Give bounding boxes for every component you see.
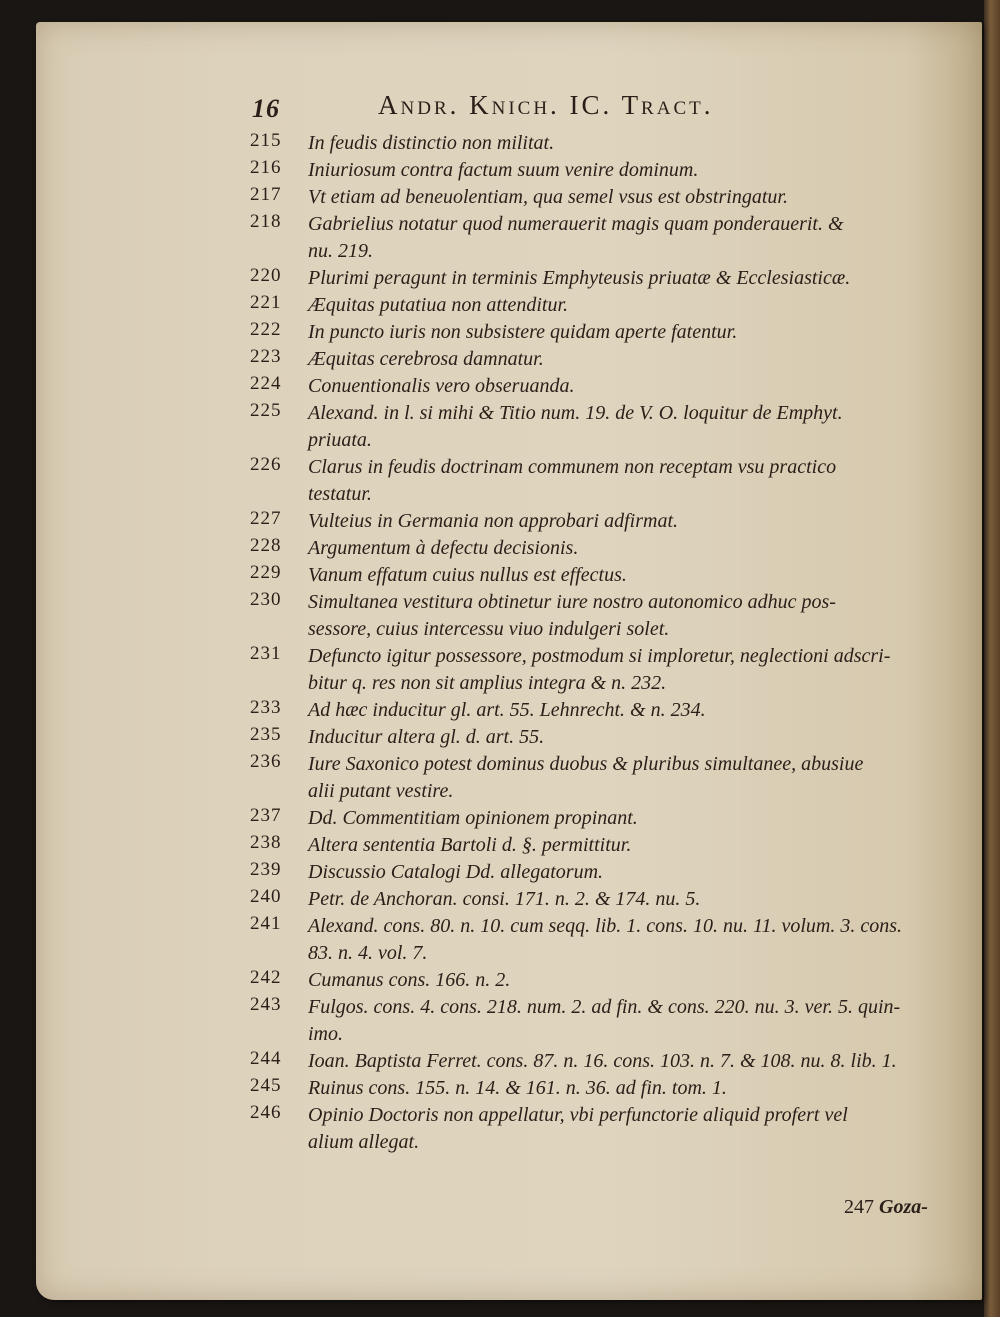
entry-text: Argumentum à defectu decisionis.	[308, 537, 579, 559]
entry-text: Altera sententia Bartoli d. §. permittitur.	[308, 834, 632, 856]
entry-text: Alexand. in l. si mihi & Titio num. 19. de V. O. loquitur de Emphyt.	[308, 402, 843, 424]
entry-number: 230	[250, 589, 282, 610]
index-entry	[250, 184, 950, 211]
entry-text: Dd. Commentitiam opinionem propinant.	[308, 807, 638, 829]
entry-text: Vulteius in Germania non approbari adfirmat.	[308, 510, 678, 532]
entry-text: Iniuriosum contra factum suum venire dominum.	[308, 159, 699, 181]
entry-text: Iure Saxonico potest dominus duobus & pluribus simultanee, abusiue	[308, 753, 864, 775]
entry-text-continuation: sessore, cuius intercessu viuo indulgeri solet.	[308, 618, 670, 640]
index-entry	[250, 454, 950, 508]
entry-text-continuation: testatur.	[308, 483, 372, 505]
entry-text-continuation: 83. n. 4. vol. 7.	[308, 942, 428, 964]
entry-number: 226	[250, 454, 282, 475]
page-header	[252, 90, 952, 130]
entry-text: Conuentionalis vero obseruanda.	[308, 375, 575, 397]
entry-number: 215	[250, 130, 282, 151]
page-number: 16	[252, 94, 280, 123]
index-entry	[250, 1075, 950, 1102]
entry-number: 227	[250, 508, 282, 529]
entry-number: 237	[250, 805, 282, 826]
entry-text: Opinio Doctoris non appellatur, vbi perfunctorie aliquid profert vel	[308, 1104, 848, 1126]
entry-text: Clarus in feudis doctrinam communem non receptam vsu practico	[308, 456, 837, 478]
entry-text: Æquitas putatiua non attenditur.	[308, 294, 569, 316]
entry-text: Plurimi peragunt in terminis Emphyteusis priuatæ & Ecclesiasticæ.	[308, 267, 851, 289]
entry-text: Ruinus cons. 155. n. 14. & 161. n. 36. ad fin. tom. 1.	[308, 1077, 727, 1099]
index-entry	[250, 886, 950, 913]
entry-number: 217	[250, 184, 282, 205]
entry-text: Æquitas cerebrosa damnatur.	[308, 348, 544, 370]
index-entry	[250, 400, 950, 454]
entry-text: Vanum effatum cuius nullus est effectus.	[308, 564, 627, 586]
entry-text: Ioan. Baptista Ferret. cons. 87. n. 16. cons. 103. n. 7. & 108. nu. 8. lib. 1.	[308, 1050, 897, 1072]
index-entry	[250, 1048, 950, 1075]
entry-number: 225	[250, 400, 282, 421]
index-entry	[250, 697, 950, 724]
entry-text-continuation: alii putant vestire.	[308, 780, 454, 802]
index-entry	[250, 751, 950, 805]
entry-number: 229	[250, 562, 282, 583]
catchword-text: Goza-	[879, 1196, 928, 1218]
entry-text: Simultanea vestitura obtinetur iure nostro autonomico adhuc pos-	[308, 591, 836, 613]
entry-number: 216	[250, 157, 282, 178]
index-entry	[250, 805, 950, 832]
index-entry	[250, 265, 950, 292]
entry-text: Vt etiam ad beneuolentiam, qua semel vsus est obstringatur.	[308, 186, 788, 208]
entry-number: 236	[250, 751, 282, 772]
catchword	[844, 1196, 928, 1219]
entry-number: 246	[250, 1102, 282, 1123]
entry-text: Discussio Catalogi Dd. allegatorum.	[308, 861, 604, 883]
index-entry	[250, 373, 950, 400]
index-entry	[250, 1102, 950, 1156]
entry-text: Fulgos. cons. 4. cons. 218. num. 2. ad fin. & cons. 220. nu. 3. ver. 5. quin-	[308, 996, 901, 1018]
entry-number: 231	[250, 643, 282, 664]
index-entry	[250, 319, 950, 346]
entry-number: 224	[250, 373, 282, 394]
entry-number: 218	[250, 211, 282, 232]
entry-number: 239	[250, 859, 282, 880]
entry-text: Defuncto igitur possessore, postmodum si imploretur, neglectioni adscri-	[308, 645, 891, 667]
index-entry	[250, 994, 950, 1048]
entry-text-continuation: alium allegat.	[308, 1131, 420, 1153]
entry-number: 238	[250, 832, 282, 853]
entry-number: 240	[250, 886, 282, 907]
index-entry	[250, 589, 950, 643]
index-entry	[250, 292, 950, 319]
entry-text: Inducitur altera gl. d. art. 55.	[308, 726, 545, 748]
index-entries	[250, 130, 950, 1156]
index-entry	[250, 157, 950, 184]
entry-number: 243	[250, 994, 282, 1015]
catchword-number: 247	[844, 1196, 874, 1218]
book-edge	[984, 0, 1000, 1317]
index-entry	[250, 562, 950, 589]
index-entry	[250, 859, 950, 886]
entry-text: In puncto iuris non subsistere quidam aperte fatentur.	[308, 321, 738, 343]
entry-number: 228	[250, 535, 282, 556]
index-entry	[250, 508, 950, 535]
index-entry	[250, 724, 950, 751]
entry-text: Petr. de Anchoran. consi. 171. n. 2. & 174. nu. 5.	[308, 888, 701, 910]
index-entry	[250, 346, 950, 373]
entry-number: 222	[250, 319, 282, 340]
entry-text-continuation: priuata.	[308, 429, 372, 451]
entry-text-continuation: bitur q. res non sit amplius integra & n. 232.	[308, 672, 667, 694]
index-entry	[250, 535, 950, 562]
index-entry	[250, 913, 950, 967]
entry-number: 233	[250, 697, 282, 718]
running-head: Andr. Knich. IC. Tract.	[378, 90, 714, 120]
entry-text: Cumanus cons. 166. n. 2.	[308, 969, 511, 991]
entry-text: Ad hæc inducitur gl. art. 55. Lehnrecht. & n. 234.	[308, 699, 706, 721]
index-entry	[250, 130, 950, 157]
entry-text: Alexand. cons. 80. n. 10. cum seqq. lib. 1. cons. 10. nu. 11. volum. 3. cons.	[308, 915, 902, 937]
entry-text-continuation: imo.	[308, 1023, 343, 1045]
index-entry	[250, 211, 950, 265]
entry-number: 241	[250, 913, 282, 934]
entry-text: In feudis distinctio non militat.	[308, 132, 555, 154]
entry-number: 223	[250, 346, 282, 367]
index-entry	[250, 967, 950, 994]
index-entry	[250, 832, 950, 859]
entry-number: 235	[250, 724, 282, 745]
entry-number: 242	[250, 967, 282, 988]
entry-number: 220	[250, 265, 282, 286]
entry-text: Gabrielius notatur quod numerauerit magis quam ponderauerit. &	[308, 213, 844, 235]
entry-number: 245	[250, 1075, 282, 1096]
entry-text-continuation: nu. 219.	[308, 240, 373, 262]
entry-number: 221	[250, 292, 282, 313]
entry-number: 244	[250, 1048, 282, 1069]
index-entry	[250, 643, 950, 697]
